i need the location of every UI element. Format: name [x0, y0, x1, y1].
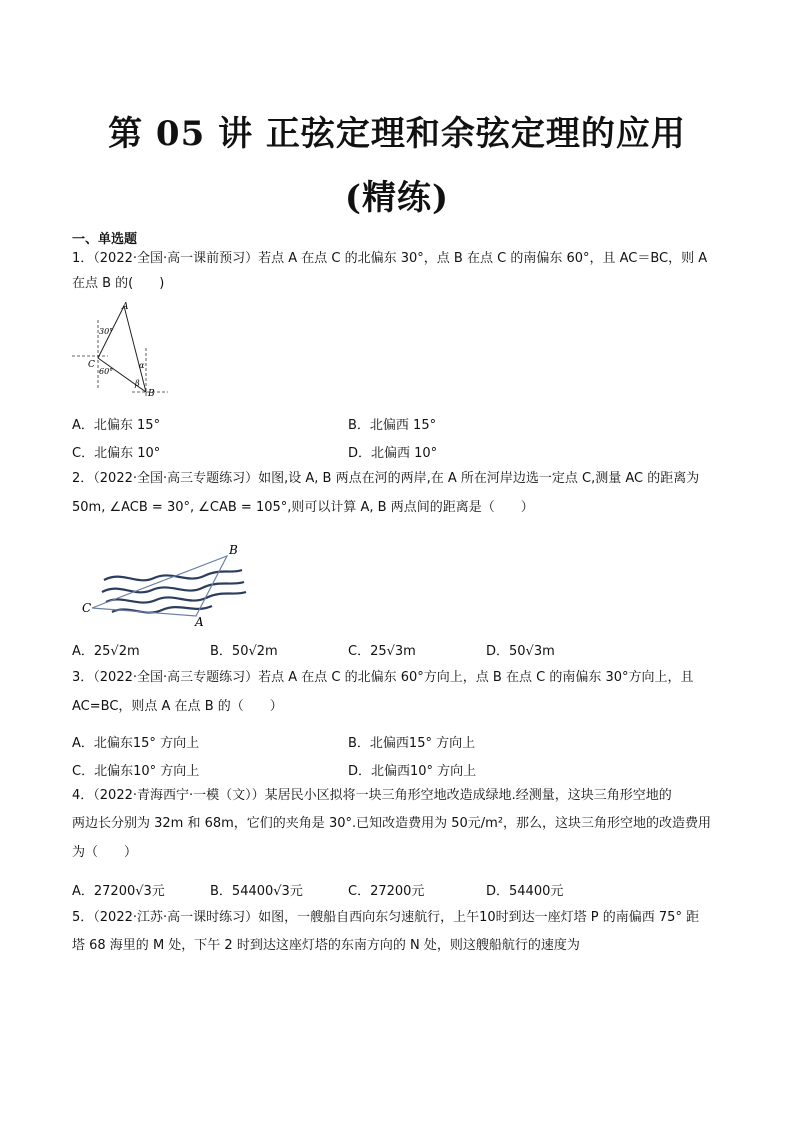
q3-option-d[interactable]: D．北偏西10° 方向上 — [348, 764, 477, 779]
page-subtitle: (精练) — [344, 178, 450, 218]
q1-fig-angle-30: 30° — [99, 327, 114, 336]
q3-text-line2: AC=BC，则点 A 在点 B 的（ ） — [72, 699, 283, 714]
q1-option-c[interactable]: C．北偏东 10° — [72, 446, 161, 461]
q5-text-line2: 塔 68 海里的 M 处，下午 2 时到达这座灯塔的东南方向的 N 处，则这艘船航行的速度为 — [72, 938, 580, 953]
q4-text-line1: 4．（2022·青海西宁·一模（文））某居民小区拟将一块三角形空地改造成绿地.经测量，这块三角形空地的 — [72, 788, 672, 803]
q2-text-line1: 2．（2022·全国·高三专题练习）如图,设 A, B 两点在河的两岸,在 A 所在河岸边选一定点 C,测量 AC 的距离为 — [72, 471, 700, 486]
q5-text-line1: 5．（2022·江苏·高一课时练习）如图，一艘船自西向东匀速航行，上午10时到达一座灯塔 P 的南偏西 75° 距 — [72, 910, 700, 925]
section-heading: 一、单选题 — [72, 232, 138, 247]
q1-fig-label-a: A — [122, 302, 129, 312]
q4-text-line3: 为（ ） — [72, 845, 138, 860]
q3-text-line1: 3．（2022·全国·高三专题练习）若点 A 在点 C 的北偏东 60°方向上，点 B 在点 C 的南偏东 30°方向上，且 — [72, 670, 694, 685]
q4-option-d[interactable]: D．54400元 — [486, 884, 564, 899]
q1-option-d[interactable]: D．北偏西 10° — [348, 446, 438, 461]
page-title: 第 05 讲 正弦定理和余弦定理的应用 — [108, 114, 686, 154]
q2-text-line2: 50m, ∠ACB = 30°, ∠CAB = 105°,则可以计算 A, B 两点间的距离是（ ） — [72, 500, 534, 515]
q3-option-b[interactable]: B．北偏西15° 方向上 — [348, 736, 476, 751]
q2-option-c[interactable]: C．25√3m — [348, 644, 416, 659]
q1-text-line1: 1．（2022·全国·高一课前预习）若点 A 在点 C 的北偏东 30°，点 B 在点 C 的南偏东 60°，且 AC＝BC，则 A — [72, 251, 708, 266]
q2-fig-label-c: C — [82, 601, 92, 615]
q1-option-b[interactable]: B．北偏西 15° — [348, 418, 437, 433]
q2-fig-label-a: A — [195, 615, 204, 626]
q1-option-a[interactable]: A．北偏东 15° — [72, 418, 161, 433]
q4-text-line2: 两边长分别为 32m 和 68m，它们的夹角是 30°.已知改造费用为 50元/m²，那么，这块三角形空地的改造费用 — [72, 816, 712, 831]
q2-figure — [82, 540, 252, 626]
q2-option-a[interactable]: A．25√2m — [72, 644, 140, 659]
q1-text-line2: 在点 B 的( ) — [72, 276, 165, 291]
q3-option-a[interactable]: A．北偏东15° 方向上 — [72, 736, 200, 751]
q1-fig-beta: β — [135, 379, 140, 388]
q3-option-c[interactable]: C．北偏东10° 方向上 — [72, 764, 200, 779]
q1-fig-label-c: C — [88, 360, 95, 370]
q4-option-a[interactable]: A．27200√3元 — [72, 884, 165, 899]
q2-option-b[interactable]: B．50√2m — [210, 644, 278, 659]
q1-figure — [72, 298, 182, 402]
q4-option-c[interactable]: C．27200元 — [348, 884, 425, 899]
q1-fig-alpha: α — [139, 361, 145, 370]
q4-option-b[interactable]: B．54400√3元 — [210, 884, 303, 899]
q1-fig-angle-60: 60° — [99, 367, 114, 376]
q1-fig-label-b: B — [148, 389, 155, 399]
q2-option-d[interactable]: D．50√3m — [486, 644, 555, 659]
q2-fig-label-b: B — [229, 543, 238, 557]
